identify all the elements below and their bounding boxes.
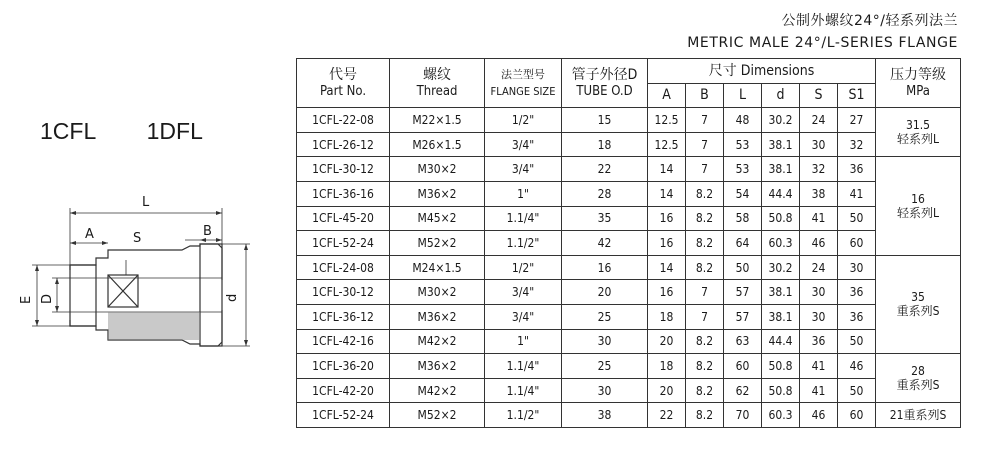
cell-dim-a: 22 xyxy=(648,403,686,428)
cell-dim-d: 60.3 xyxy=(762,403,800,428)
cell-dim-l: 53 xyxy=(724,157,762,182)
cell-dim-l: 53 xyxy=(724,132,762,157)
cell-tube-od: 28 xyxy=(562,181,648,206)
header-dim-s1: S1 xyxy=(838,83,876,108)
cell-dim-d: 50.8 xyxy=(762,206,800,231)
cell-dim-l: 63 xyxy=(724,329,762,354)
pressure-class xyxy=(876,403,961,428)
cell-dim-a: 16 xyxy=(648,280,686,305)
cell-flange-size: 1.1/2" xyxy=(485,231,562,256)
cell-dim-s: 41 xyxy=(800,206,838,231)
cell-dim-d: 30.2 xyxy=(762,255,800,280)
cell-flange-size: 1/2" xyxy=(485,108,562,133)
cell-dim-b: 8.2 xyxy=(686,354,724,379)
cell-dim-s1: 36 xyxy=(838,304,876,329)
cell-dim-s1: 36 xyxy=(838,280,876,305)
cell-tube-od: 20 xyxy=(562,280,648,305)
cell-dim-d: 60.3 xyxy=(762,231,800,256)
spec-table xyxy=(296,58,961,428)
cell-part-no: 1CFL-42-16 xyxy=(297,329,390,354)
cell-dim-s: 30 xyxy=(800,304,838,329)
cell-dim-l: 57 xyxy=(724,304,762,329)
label-d: d xyxy=(225,293,240,302)
cell-dim-d: 38.1 xyxy=(762,157,800,182)
cell-tube-od: 38 xyxy=(562,403,648,428)
cell-thread: M52×2 xyxy=(390,403,485,428)
table-row xyxy=(297,280,961,305)
cell-tube-od: 42 xyxy=(562,231,648,256)
cell-flange-size: 3/4" xyxy=(485,304,562,329)
cell-dim-s: 41 xyxy=(800,354,838,379)
cell-dim-s: 36 xyxy=(800,329,838,354)
cell-dim-a: 18 xyxy=(648,304,686,329)
cell-dim-s: 32 xyxy=(800,157,838,182)
cell-dim-s1: 30 xyxy=(838,255,876,280)
header-dim-l: L xyxy=(724,83,762,108)
cell-dim-s1: 41 xyxy=(838,181,876,206)
pressure-class xyxy=(876,108,961,157)
cell-thread: M45×2 xyxy=(390,206,485,231)
table-row xyxy=(297,132,961,157)
cell-dim-b: 8.2 xyxy=(686,181,724,206)
title-cn: 公制外螺纹24°/轻系列法兰 xyxy=(781,13,958,29)
pressure-class xyxy=(876,157,961,255)
cell-dim-s1: 60 xyxy=(838,403,876,428)
cell-dim-d: 30.2 xyxy=(762,108,800,133)
cell-dim-s: 24 xyxy=(800,108,838,133)
cell-part-no: 1CFL-42-20 xyxy=(297,378,390,403)
header-flange-size: 法兰型号 FLANGE SIZE xyxy=(485,59,562,108)
label-A: A xyxy=(85,227,94,242)
cell-dim-a: 20 xyxy=(648,329,686,354)
cell-flange-size: 1" xyxy=(485,181,562,206)
label-E: E xyxy=(19,295,34,304)
cell-dim-a: 12.5 xyxy=(648,132,686,157)
cell-dim-a: 20 xyxy=(648,378,686,403)
cell-part-no: 1CFL-36-20 xyxy=(297,354,390,379)
cell-part-no: 1CFL-30-12 xyxy=(297,157,390,182)
table-row xyxy=(297,403,961,428)
cell-dim-a: 18 xyxy=(648,354,686,379)
header-dim-b: B xyxy=(686,83,724,108)
cell-dim-a: 12.5 xyxy=(648,108,686,133)
label-D: D xyxy=(40,293,55,304)
cell-dim-b: 8.2 xyxy=(686,403,724,428)
cell-dim-l: 48 xyxy=(724,108,762,133)
cell-dim-s1: 36 xyxy=(838,157,876,182)
cell-dim-s1: 50 xyxy=(838,378,876,403)
pressure-value: 16 xyxy=(911,192,925,207)
cell-dim-a: 16 xyxy=(648,206,686,231)
cell-flange-size: 3/4" xyxy=(485,157,562,182)
cell-part-no: 1CFL-24-08 xyxy=(297,255,390,280)
fitting-drawing xyxy=(0,180,260,380)
cell-thread: M36×2 xyxy=(390,354,485,379)
cell-dim-s: 46 xyxy=(800,231,838,256)
cell-thread: M42×2 xyxy=(390,329,485,354)
pressure-value: 31.5 xyxy=(906,118,931,133)
pressure-value: 21重系列S xyxy=(889,408,947,423)
cell-part-no: 1CFL-30-12 xyxy=(297,280,390,305)
cell-thread: M30×2 xyxy=(390,157,485,182)
cell-flange-size: 1/2" xyxy=(485,255,562,280)
cell-dim-s: 24 xyxy=(800,255,838,280)
cell-dim-s1: 50 xyxy=(838,329,876,354)
label-L: L xyxy=(142,195,150,210)
cell-flange-size: 1.1/4" xyxy=(485,354,562,379)
pressure-series: 轻系列L xyxy=(897,132,940,147)
cell-flange-size: 1.1/2" xyxy=(485,403,562,428)
pressure-series: 重系列S xyxy=(896,378,940,393)
pressure-class xyxy=(876,255,961,353)
table-row xyxy=(297,354,961,379)
cell-thread: M42×2 xyxy=(390,378,485,403)
pressure-class xyxy=(876,354,961,403)
cell-dim-l: 54 xyxy=(724,181,762,206)
pressure-series: 重系列S xyxy=(896,304,940,319)
cell-dim-l: 62 xyxy=(724,378,762,403)
cell-flange-size: 3/4" xyxy=(485,132,562,157)
title-en: METRIC MALE 24°/L-SERIES FLANGE xyxy=(687,35,958,51)
cell-part-no: 1CFL-52-24 xyxy=(297,231,390,256)
header-dim-a: A xyxy=(648,83,686,108)
cell-thread: M24×1.5 xyxy=(390,255,485,280)
cell-dim-b: 8.2 xyxy=(686,329,724,354)
header-dim-d: d xyxy=(762,83,800,108)
table-row xyxy=(297,157,961,182)
cell-part-no: 1CFL-45-20 xyxy=(297,206,390,231)
cell-thread: M30×2 xyxy=(390,280,485,305)
label-S: S xyxy=(133,231,142,246)
cell-part-no: 1CFL-26-12 xyxy=(297,132,390,157)
cell-dim-a: 14 xyxy=(648,255,686,280)
model-codes xyxy=(40,118,247,145)
cell-tube-od: 15 xyxy=(562,108,648,133)
cell-tube-od: 16 xyxy=(562,255,648,280)
cell-part-no: 1CFL-22-08 xyxy=(297,108,390,133)
cell-dim-s1: 27 xyxy=(838,108,876,133)
cell-tube-od: 18 xyxy=(562,132,648,157)
cell-dim-d: 50.8 xyxy=(762,378,800,403)
table-row xyxy=(297,304,961,329)
cell-dim-b: 8.2 xyxy=(686,378,724,403)
cell-dim-d: 50.8 xyxy=(762,354,800,379)
cell-dim-l: 57 xyxy=(724,280,762,305)
header-dimensions: 尺寸 Dimensions xyxy=(648,59,876,84)
cell-thread: M22×1.5 xyxy=(390,108,485,133)
cell-thread: M52×2 xyxy=(390,231,485,256)
table-row xyxy=(297,378,961,403)
cell-dim-d: 44.4 xyxy=(762,181,800,206)
cell-dim-s: 30 xyxy=(800,132,838,157)
cell-dim-b: 7 xyxy=(686,280,724,305)
cell-dim-s: 41 xyxy=(800,378,838,403)
cell-dim-l: 70 xyxy=(724,403,762,428)
cell-thread: M36×2 xyxy=(390,304,485,329)
table-row xyxy=(297,181,961,206)
table-row xyxy=(297,255,961,280)
table-row xyxy=(297,231,961,256)
cell-dim-s: 38 xyxy=(800,181,838,206)
cell-dim-s1: 50 xyxy=(838,206,876,231)
cell-part-no: 1CFL-36-12 xyxy=(297,304,390,329)
cell-dim-b: 8.2 xyxy=(686,206,724,231)
cell-thread: M36×2 xyxy=(390,181,485,206)
table-row xyxy=(297,329,961,354)
cell-dim-d: 38.1 xyxy=(762,304,800,329)
cell-dim-s1: 46 xyxy=(838,354,876,379)
cell-flange-size: 1.1/4" xyxy=(485,378,562,403)
cell-dim-d: 38.1 xyxy=(762,280,800,305)
pressure-series: 轻系列L xyxy=(897,206,940,221)
cell-tube-od: 25 xyxy=(562,354,648,379)
cell-tube-od: 30 xyxy=(562,378,648,403)
table-row xyxy=(297,108,961,133)
section-hatch xyxy=(108,312,200,340)
pressure-value: 35 xyxy=(911,290,925,305)
cell-dim-a: 14 xyxy=(648,157,686,182)
cell-dim-l: 58 xyxy=(724,206,762,231)
cell-dim-d: 44.4 xyxy=(762,329,800,354)
cell-tube-od: 30 xyxy=(562,329,648,354)
cell-dim-a: 16 xyxy=(648,231,686,256)
header-dim-s: S xyxy=(800,83,838,108)
cell-tube-od: 22 xyxy=(562,157,648,182)
cell-dim-s: 46 xyxy=(800,403,838,428)
cell-flange-size: 3/4" xyxy=(485,280,562,305)
cell-flange-size: 1.1/4" xyxy=(485,206,562,231)
cell-dim-b: 8.2 xyxy=(686,231,724,256)
cell-dim-l: 64 xyxy=(724,231,762,256)
header-pressure: 压力等级 MPa xyxy=(876,59,961,108)
label-B: B xyxy=(203,224,212,239)
model-1dfl: 1DFL xyxy=(146,118,203,144)
model-1cfl: 1CFL xyxy=(40,118,97,144)
cell-dim-l: 50 xyxy=(724,255,762,280)
cell-dim-s1: 32 xyxy=(838,132,876,157)
cell-dim-b: 7 xyxy=(686,108,724,133)
cell-dim-b: 7 xyxy=(686,304,724,329)
cell-dim-d: 38.1 xyxy=(762,132,800,157)
header-thread: 螺纹 Thread xyxy=(390,59,485,108)
cell-tube-od: 35 xyxy=(562,206,648,231)
cell-thread: M26×1.5 xyxy=(390,132,485,157)
cell-part-no: 1CFL-52-24 xyxy=(297,403,390,428)
pressure-value: 28 xyxy=(911,364,925,379)
cell-dim-a: 14 xyxy=(648,181,686,206)
table-row xyxy=(297,206,961,231)
header-tube-od: 管子外径D TUBE O.D xyxy=(562,59,648,108)
cell-flange-size: 1" xyxy=(485,329,562,354)
cell-dim-s: 30 xyxy=(800,280,838,305)
header-part-no: 代号 Part No. xyxy=(297,59,390,108)
cell-dim-b: 7 xyxy=(686,157,724,182)
cell-dim-b: 7 xyxy=(686,132,724,157)
cell-tube-od: 25 xyxy=(562,304,648,329)
cell-dim-b: 8.2 xyxy=(686,255,724,280)
cell-dim-s1: 60 xyxy=(838,231,876,256)
cell-dim-l: 60 xyxy=(724,354,762,379)
cell-part-no: 1CFL-36-16 xyxy=(297,181,390,206)
